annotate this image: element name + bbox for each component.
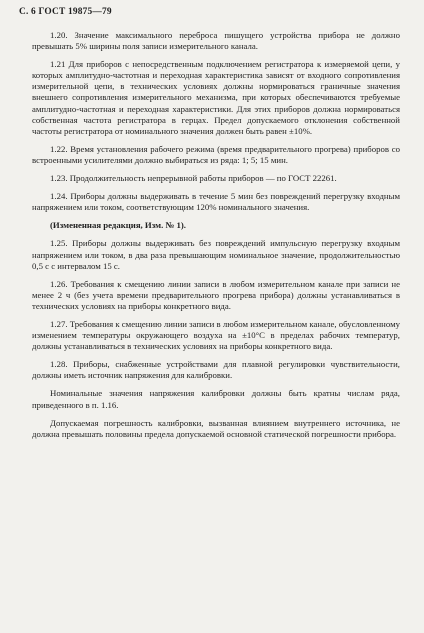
paragraph-1-24: 1.24. Приборы должны выдерживать в течение 5 мин без повреждений перегрузку входным напряжением или током, соответствующим 120% номинального значения.	[32, 191, 400, 213]
paragraph-calibration-values: Номинальные значения напряжения калибровки должны быть кратны числам ряда, приведенного в п. 1.16.	[32, 388, 400, 410]
paragraph-1-23: 1.23. Продолжительность непрерывной работы приборов — по ГОСТ 22261.	[50, 173, 337, 184]
paragraph-1-22: 1.22. Время установления рабочего режима (время предварительного прогрева) приборов со встроенными усилителями должно выбираться из ряда: 1; 5; 15 мин.	[32, 143, 400, 165]
page-header: С. 6 ГОСТ 19875—79	[19, 7, 112, 17]
document-body	[32, 30, 400, 440]
paragraph-1-20: 1.20. Значение максимального переброса пишущего устройства прибора не должно превышать 5% ширины поля записи измерительного канала.	[32, 30, 400, 52]
paragraph-1-26: 1.26. Требования к смещению линии записи в любом измерительном канале при записи не менее 2 ч (без учета времени предварительного прогрева прибора) должны устанавливаться в технических условиях на приборы конкретного вида.	[32, 278, 400, 311]
paragraph-calibration-error: Допускаемая погрешность калибровки, вызванная влиянием внутреннего источника, не должна превышать половины предела допускаемой основной статической погрешности прибора.	[32, 417, 400, 439]
paragraph-1-28: 1.28. Приборы, снабженные устройствами для плавной регулировки чувствительности, должны иметь источник напряжения для калибровки.	[32, 359, 400, 381]
paragraph-1-25: 1.25. Приборы должны выдерживать без повреждений импульсную перегрузку входным напряжением или током, в два раза превышающим номинальное значение, продолжительностью 0,5 с с интервалом 15 с.	[32, 238, 400, 271]
paragraph-1-27: 1.27. Требования к смещению линии записи в любом измерительном канале, обусловленному изменением температуры окружающего воздуха на ±10°С в пределах рабочих температур, должны устанавливаться в технических условиях на приборы конкретного вида.	[32, 318, 400, 352]
amendment-note: (Измененная редакция, Изм. № 1).	[50, 220, 186, 231]
paragraph-1-21: 1.21 Для приборов с непосредственным подключением регистратора к измеряемой цепи, у которых амплитудно-частотная и переходная характеристика зависят от входного сопротивления измерительной цепи, в технических условиях должны нормироваться граничные значения внешнего сопротивления измерительного механизма, при которых обеспечиваются требуемые амплитудно-частотная и переходная характеристики. Для этих приборов должна нормироваться собственная частота регистратора в герцах. Предел допускаемого отклонения собственной частоты регистратора от номинального значения должен быть равен ±10%.	[32, 59, 400, 136]
